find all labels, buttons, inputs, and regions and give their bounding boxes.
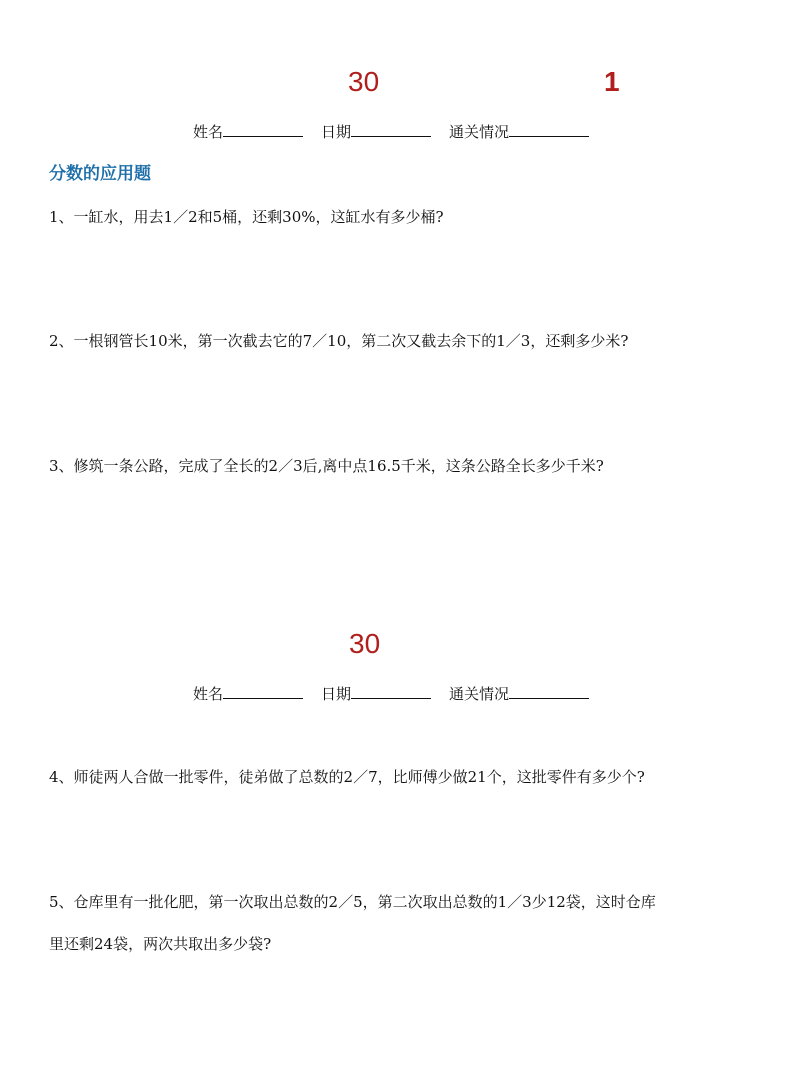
name-blank xyxy=(223,122,303,137)
sheet2-meta-row xyxy=(193,684,589,704)
sheet1-title-number: 30 xyxy=(348,66,380,97)
sheet2-title-number: 30 xyxy=(349,628,381,659)
question-3: 3、修筑一条公路，完成了全长的2／3后,离中点16.5千米，这条公路全长多少千米? xyxy=(49,457,604,475)
status-label: 通关情况 xyxy=(449,685,510,703)
date-label: 日期 xyxy=(321,123,352,141)
name-label: 姓名 xyxy=(193,123,224,141)
section-heading: 分数的应用题 xyxy=(49,164,151,184)
question-5-line-2: 里还剩24袋，两次共取出多少袋? xyxy=(49,935,272,953)
date-label: 日期 xyxy=(321,685,352,703)
question-1: 1、一缸水，用去1／2和5桶，还剩30%，这缸水有多少桶? xyxy=(49,208,444,226)
status-blank xyxy=(509,122,589,137)
status-label: 通关情况 xyxy=(449,123,510,141)
question-4: 4、师徒两人合做一批零件，徒弟做了总数的2／7，比师傅少做21个，这批零件有多少个? xyxy=(49,768,645,786)
date-blank xyxy=(351,684,431,699)
sheet1-title-level: 1 xyxy=(604,66,620,97)
name-blank xyxy=(223,684,303,699)
status-blank xyxy=(509,684,589,699)
name-label: 姓名 xyxy=(193,685,224,703)
question-2: 2、一根钢管长10米，第一次截去它的7／10，第二次又截去余下的1／3，还剩多少米? xyxy=(49,332,629,350)
date-blank xyxy=(351,122,431,137)
question-5-line-1: 5、仓库里有一批化肥，第一次取出总数的2／5，第二次取出总数的1／3少12袋，这时仓库 xyxy=(49,893,656,911)
sheet1-meta-row xyxy=(193,122,589,142)
